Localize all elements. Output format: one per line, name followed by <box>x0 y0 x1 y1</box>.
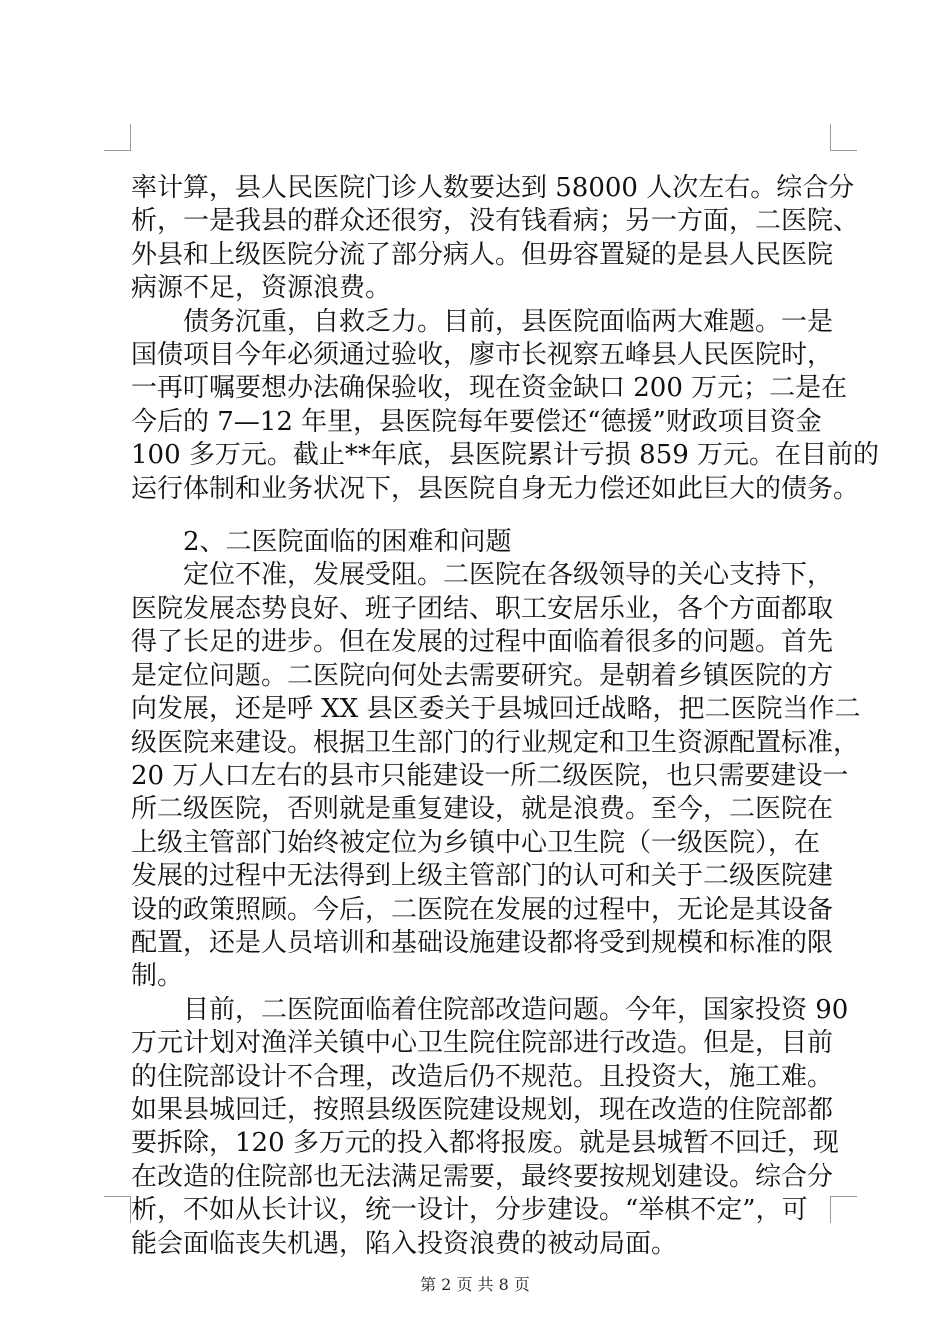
text-line: 是定位问题。二医院向何处去需要研究。是朝着乡镇医院的方 <box>131 660 834 691</box>
text-line: 债务沉重，自救乏力。目前，县医院面临两大难题。一是 <box>183 306 834 337</box>
margin-corner-bottom-right <box>830 1196 857 1223</box>
text-line: 析，一是我县的群众还很穷，没有钱看病；另一方面，二医院、 <box>131 206 860 237</box>
text-line: 如果县城回迁，按照县级医院建设规划，现在改造的住院部都 <box>131 1094 834 1125</box>
text-line: 率计算，县人民医院门诊人数要达到 58000 人次左右。综合分 <box>131 173 855 203</box>
text-line: 医院发展态势良好、班子团结、职工安居乐业，各个方面都取 <box>131 593 834 624</box>
text-line: 外县和上级医院分流了部分病人。但毋容置疑的是县人民医院 <box>131 239 834 270</box>
text-line: 的住院部设计不合理，改造后仍不规范。且投资大，施工难。 <box>131 1061 834 1092</box>
text-line: 能会面临丧失机遇，陷入投资浪费的被动局面。 <box>131 1228 678 1259</box>
margin-corner-top-left <box>104 124 131 151</box>
text-line: 发展的过程中无法得到上级主管部门的认可和关于二级医院建 <box>131 861 834 892</box>
margin-corner-top-right <box>830 124 857 151</box>
text-line: 析，不如从长计议，统一设计，分步建设。“举棋不定”，可 <box>131 1195 808 1226</box>
text-line: 在改造的住院部也无法满足需要，最终要按规划建设。综合分 <box>131 1161 834 1192</box>
text-line: 得了长足的进步。但在发展的过程中面临着很多的问题。首先 <box>131 627 834 658</box>
text-line: 2、二医院面临的困难和问题 <box>183 527 512 558</box>
text-line: 一再叮嘱要想办法确保验收，现在资金缺口 200 万元；二是在 <box>131 373 848 404</box>
text-line: 设的政策照顾。今后，二医院在发展的过程中，无论是其设备 <box>131 894 834 925</box>
paragraph <box>131 306 880 506</box>
paragraph <box>131 559 861 993</box>
text-line: 国债项目今年必须通过验收，廖市长视察五峰县人民医院时， <box>131 340 834 371</box>
text-line: 目前，二医院面临着住院部改造问题。今年，国家投资 90 <box>183 994 849 1025</box>
text-line: 要拆除，120 多万元的投入都将报废。就是县城暂不回迁，现 <box>131 1128 839 1159</box>
text-line: 运行体制和业务状况下，县医院自身无力偿还如此巨大的债务。 <box>131 473 860 504</box>
text-line: 所二级医院，否则就是重复建设，就是浪费。至今，二医院在 <box>131 794 834 825</box>
paragraph-gap <box>131 506 831 526</box>
margin-corner-bottom-left <box>104 1196 131 1223</box>
section-heading <box>131 526 831 559</box>
text-line: 配置，还是人员培训和基础设施建设都将受到规模和标准的限 <box>131 927 834 958</box>
text-line: 向发展，还是呼 XX 县区委关于县城回迁战略，把二医院当作二 <box>131 694 861 725</box>
text-line: 上级主管部门始终被定位为乡镇中心卫生院（一级医院），在 <box>131 827 821 858</box>
page-number-footer: 第 2 页 共 8 页 <box>420 1275 530 1294</box>
text-line: 病源不足，资源浪费。 <box>131 273 392 304</box>
text-line: 制。 <box>131 961 184 992</box>
text-line: 万元计划对渔洋关镇中心卫生院住院部进行改造。但是，目前 <box>131 1028 834 1059</box>
text-line: 20 万人口左右的县市只能建设一所二级医院，也只需要建设一 <box>131 760 849 791</box>
text-line: 定位不准，发展受阻。二医院在各级领导的关心支持下， <box>183 560 834 591</box>
paragraph <box>131 994 849 1261</box>
paragraph <box>131 172 860 306</box>
text-line: 今后的 7—12 年里，县医院每年要偿还“德援”财政项目资金 <box>131 406 822 437</box>
text-line: 100 多万元。截止**年底，县医院累计亏损 859 万元。在目前的 <box>131 440 880 471</box>
document-body <box>131 172 880 1261</box>
text-line: 级医院来建设。根据卫生部门的行业规定和卫生资源配置标准， <box>131 727 860 758</box>
